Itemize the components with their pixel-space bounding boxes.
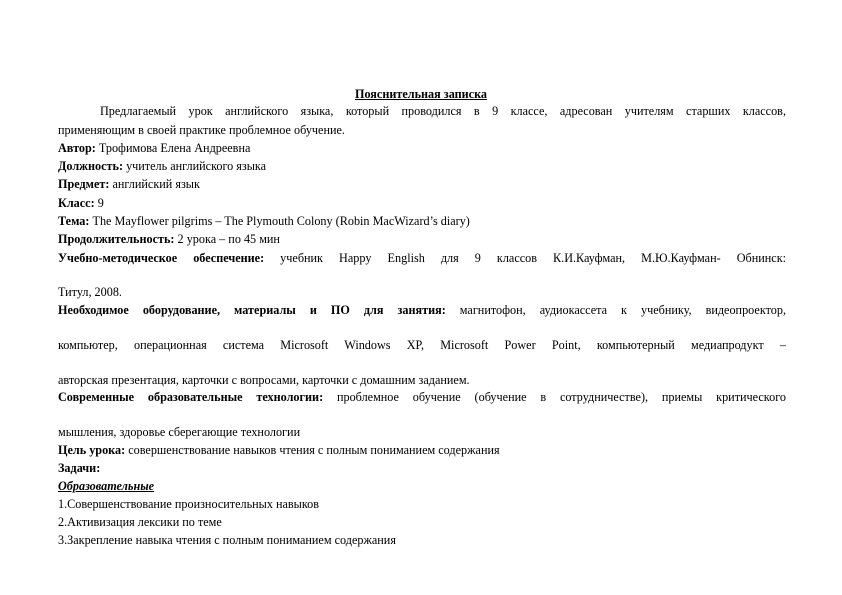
task-item-2: 2.Активизация лексики по теме [58, 515, 222, 529]
equipment-value: магнитофон, аудиокассета к учебнику, видеопроектор, [445, 303, 786, 317]
equipment-label: Необходимое оборудование, материалы и ПО для занятия: [58, 303, 446, 317]
intro-line-1: Предлагаемый урок английского языка, который проводился в 9 классе, адресован учителям старших классов, [100, 104, 786, 118]
technologies-value: проблемное обучение (обучение в сотрудничестве), приемы критического [323, 390, 786, 404]
equipment-row [58, 303, 786, 318]
technologies-row [58, 390, 786, 405]
duration-row [58, 232, 786, 247]
topic-value: The Mayflower pilgrims – The Plymouth Colony (Robin MacWizard’s diary) [89, 214, 470, 228]
topic-row [58, 214, 786, 229]
task-item-3: 3.Закрепление навыка чтения с полным пониманием содержания [58, 533, 396, 547]
duration-label: Продолжительность: [58, 232, 175, 246]
grade-row [58, 196, 786, 211]
position-value: учитель английского языка [123, 159, 267, 173]
position-label: Должность: [58, 159, 124, 173]
technologies-continuation: мышления, здоровье сберегающие технологии [58, 425, 301, 439]
educational-heading-row [58, 479, 786, 494]
educational-heading: Образовательные [58, 479, 155, 493]
duration-value: 2 урока – по 45 мин [174, 232, 280, 246]
task-item-1: 1.Совершенствование произносительных навыков [58, 497, 320, 511]
goal-label: Цель урока: [58, 443, 126, 457]
author-label: Автор: [58, 141, 96, 155]
topic-label: Тема: [58, 214, 90, 228]
equipment-continuation-2: авторская презентация, карточки с вопросами, карточки с домашним заданием. [58, 373, 470, 387]
grade-label: Класс: [58, 196, 95, 210]
materials-value: учебник Happy English для 9 классов К.И.Кауфман, М.Ю.Кауфман- Обнинск: [264, 251, 786, 265]
position-row [58, 159, 786, 174]
grade-value: 9 [94, 196, 104, 210]
goal-row [58, 443, 786, 458]
materials-label: Учебно-методическое обеспечение: [58, 251, 265, 265]
subject-row [58, 177, 786, 192]
document-title: Пояснительная записка [354, 87, 488, 101]
goal-value: совершенствование навыков чтения с полным пониманием содержания [125, 443, 500, 457]
tasks-heading: Задачи: [58, 461, 101, 475]
subject-value: английский язык [109, 177, 200, 191]
materials-row [58, 251, 786, 266]
author-value: Трофимова Елена Андреевна [95, 141, 251, 155]
technologies-label: Современные образовательные технологии: [58, 390, 324, 404]
intro-line-2: применяющим в своей практике проблемное обучение. [58, 123, 345, 137]
subject-label: Предмет: [58, 177, 110, 191]
equipment-continuation-1: компьютер, операционная система Microsoft Windows XP, Microsoft Power Point, компьютерный медиапродукт – [58, 338, 786, 352]
author-row [58, 141, 786, 156]
materials-continuation: Титул, 2008. [58, 285, 122, 299]
